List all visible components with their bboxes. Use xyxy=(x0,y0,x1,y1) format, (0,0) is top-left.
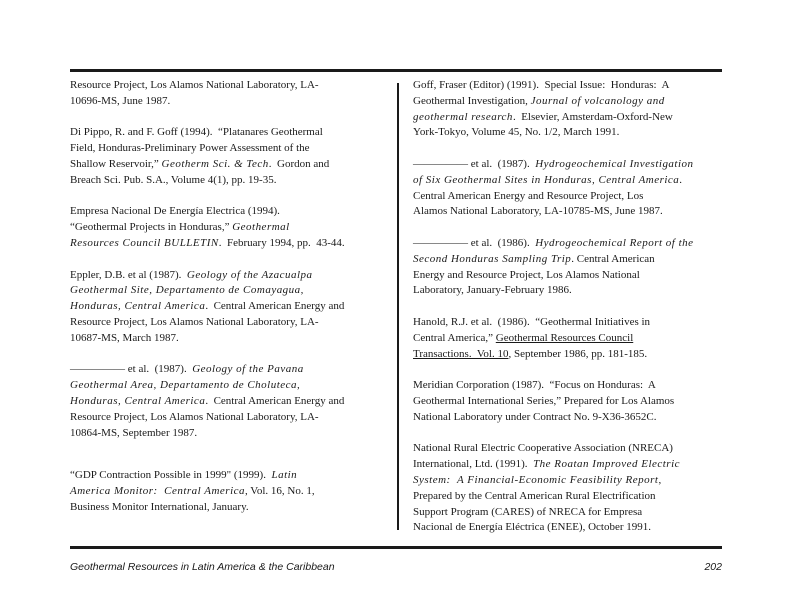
reference-line: 10696-MS, June 1987. xyxy=(70,94,171,107)
reference-entry xyxy=(413,378,725,425)
reference-line: Energy and Resource Project, Los Alamos National xyxy=(413,268,640,281)
reference-entry xyxy=(413,236,725,299)
reference-entry xyxy=(70,204,392,251)
reference-line: “GDP Contraction Possible in 1999" (1999). Latin xyxy=(70,469,298,482)
reference-line: geothermal research. Elsevier, Amsterdam-Oxford-New xyxy=(413,110,673,123)
reference-line: Laboratory, January-February 1986. xyxy=(413,284,572,297)
bottom-rule xyxy=(70,546,722,549)
reference-line: Di Pippo, R. and F. Goff (1994). “Platanares Geothermal xyxy=(70,126,323,139)
reference-line: Meridian Corporation (1987). “Focus on Honduras: A xyxy=(413,379,656,392)
reference-line: International, Ltd. (1991). The Roatan Improved Electric xyxy=(413,458,681,471)
reference-line: ————— et al. (1987). Geology of the Pavana xyxy=(70,363,304,376)
reference-line: “Geothermal Projects in Honduras,” Geothermal xyxy=(70,221,290,234)
reference-line: Prepared by the Central American Rural Electrification xyxy=(413,489,656,502)
top-rule xyxy=(70,69,722,72)
reference-line: Honduras, Central America. Central American Energy and xyxy=(70,394,345,407)
reference-line: Geothermal Site, Departamento de Comayagua, xyxy=(70,284,304,297)
reference-line: America Monitor: Central America, Vol. 16, No. 1, xyxy=(70,485,315,498)
column-divider xyxy=(397,83,399,530)
reference-line: National Rural Electric Cooperative Association (NRECA) xyxy=(413,442,673,455)
reference-entry xyxy=(70,125,392,188)
reference-line: Geothermal Investigation, Journal of volcanology and xyxy=(413,94,665,107)
reference-line: Central American Energy and Resource Project, Los xyxy=(413,189,644,202)
reference-entry xyxy=(70,268,392,347)
reference-line: ————— et al. (1986). Hydrogeochemical Report of the xyxy=(413,236,694,249)
reference-entry xyxy=(413,157,725,220)
reference-line: ————— et al. (1987). Hydrogeochemical Investigation xyxy=(413,157,694,170)
reference-line: of Six Geothermal Sites in Honduras, Central America. xyxy=(413,173,683,186)
reference-line: Transactions. Vol. 10, September 1986, pp. 181-185. xyxy=(413,347,648,360)
reference-line: 10864-MS, September 1987. xyxy=(70,426,198,439)
reference-line: Resource Project, Los Alamos National Laboratory, LA- xyxy=(70,410,319,423)
footer-title: Geothermal Resources in Latin America & the Caribbean xyxy=(70,561,335,573)
reference-line: Field, Honduras-Preliminary Power Assessment of the xyxy=(70,142,310,155)
reference-line: Support Program (CARES) of NRECA for Empresa xyxy=(413,505,643,518)
reference-line: Nacional de Energía Eléctrica (ENEE), October 1991. xyxy=(413,521,652,534)
reference-line: Business Monitor International, January. xyxy=(70,500,249,513)
reference-line: National Laboratory under Contract No. 9-X36-3652C. xyxy=(413,410,657,423)
reference-line: Empresa Nacional De Energía Electrica (1994). xyxy=(70,205,280,218)
reference-line: Shallow Reservoir,” Geotherm Sci. & Tech. Gordon and xyxy=(70,157,330,170)
reference-line: System: A Financial-Economic Feasibility Report, xyxy=(413,473,662,486)
reference-line: Goff, Fraser (Editor) (1991). Special Issue: Honduras: A xyxy=(413,79,670,91)
reference-entry xyxy=(413,78,725,141)
reference-line: Resource Project, Los Alamos National Laboratory, LA- xyxy=(70,315,319,328)
reference-entry xyxy=(70,78,392,110)
reference-entry xyxy=(70,362,392,441)
reference-line: Alamos National Laboratory, LA-10785-MS, June 1987. xyxy=(413,205,663,218)
reference-line: Honduras, Central America. Central American Energy and xyxy=(70,300,345,313)
page-number: 202 xyxy=(704,561,722,573)
reference-line: Central America,” Geothermal Resources Council xyxy=(413,331,634,344)
reference-line: Second Honduras Sampling Trip. Central American xyxy=(413,252,655,265)
page-footer xyxy=(70,560,722,576)
reference-line: York-Tokyo, Volume 45, No. 1/2, March 1991. xyxy=(413,126,620,139)
reference-line: Hanold, R.J. et al. (1986). “Geothermal Initiatives in xyxy=(413,315,651,328)
reference-line: Resource Project, Los Alamos National Laboratory, LA- xyxy=(70,79,319,91)
reference-line: Geothermal International Series,” Prepared for Los Alamos xyxy=(413,394,675,407)
reference-entry xyxy=(70,468,392,515)
reference-line: Geothermal Area, Departamento de Choluteca, xyxy=(70,379,301,392)
reference-line: Breach Sci. Pub. S.A., Volume 4(1), pp. 19-35. xyxy=(70,173,277,186)
reference-entry xyxy=(413,441,725,536)
right-column xyxy=(413,78,725,552)
reference-line: Resources Council BULLETIN. February 1994, pp. 43-44. xyxy=(70,236,345,249)
left-column xyxy=(70,78,392,532)
reference-entry xyxy=(413,315,725,362)
reference-line: Eppler, D.B. et al (1987). Geology of the Azacualpa xyxy=(70,268,313,281)
reference-line: 10687-MS, March 1987. xyxy=(70,331,179,344)
